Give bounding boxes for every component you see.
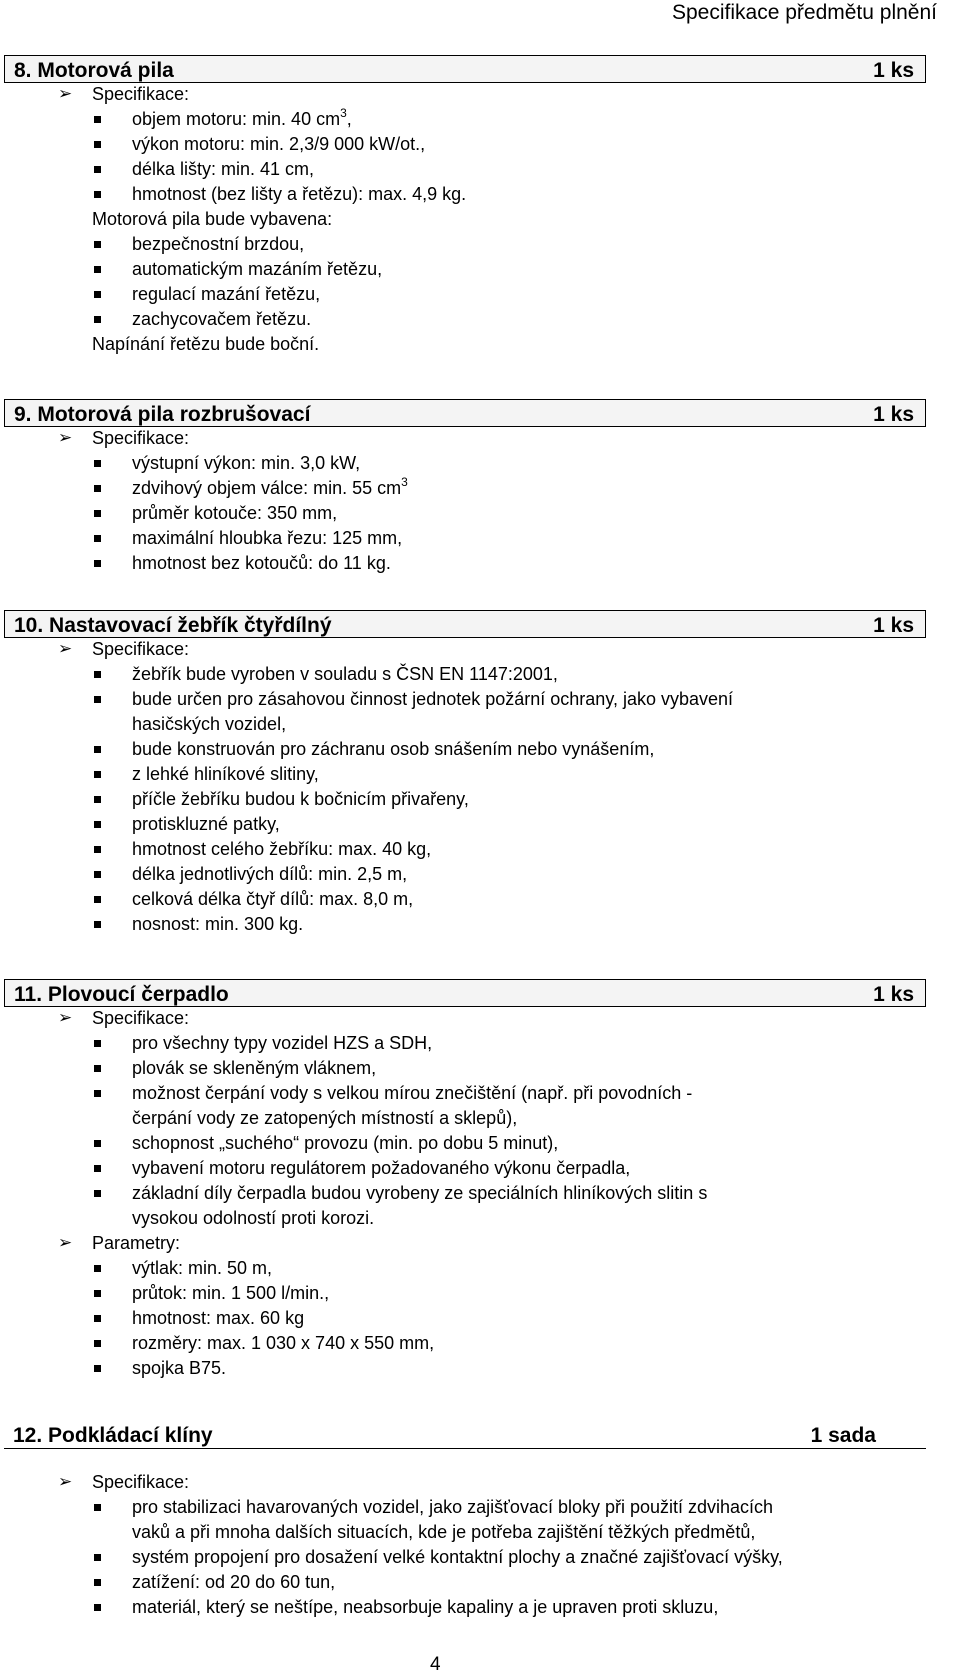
square-bullet-icon — [94, 1315, 101, 1322]
arrow-bullet-icon: ➢ — [58, 639, 73, 658]
params-heading — [4, 1232, 926, 1257]
params-label: Parametry: — [92, 1233, 181, 1253]
list-item — [4, 1307, 926, 1332]
item-text: bezpečnostní brzdou, — [132, 234, 305, 254]
square-bullet-icon — [94, 921, 101, 928]
section-header — [4, 1421, 926, 1449]
note-text: Napínání řetězu bude boční. — [92, 334, 320, 354]
list-item — [4, 1596, 926, 1621]
list-item — [4, 788, 926, 813]
item-text: automatickým mazáním řetězu, — [132, 259, 383, 279]
list-item — [4, 452, 926, 477]
item-text: délka jednotlivých dílů: min. 2,5 m, — [132, 864, 408, 884]
section-quantity: 1 ks — [873, 983, 914, 1006]
square-bullet-icon — [94, 291, 101, 298]
list-item — [4, 738, 926, 763]
item-text: systém propojení pro dosažení velké kontaktní plochy a značné zajišťovací výšky, — [132, 1547, 783, 1567]
page-header-title: Specifikace předmětu plnění — [672, 1, 937, 24]
square-bullet-icon — [94, 1504, 101, 1511]
note-row — [4, 333, 926, 358]
superscript: 3 — [401, 475, 408, 489]
square-bullet-icon — [94, 696, 101, 703]
section-title: 11. Plovoucí čerpadlo — [14, 983, 229, 1006]
list-item — [4, 888, 926, 913]
list-item — [4, 1132, 926, 1157]
list-item — [4, 552, 926, 577]
square-bullet-icon — [94, 871, 101, 878]
arrow-bullet-icon: ➢ — [58, 1233, 73, 1252]
list-item-continuation — [4, 1107, 926, 1132]
list-item — [4, 1182, 926, 1207]
item-text: hmotnost celého žebříku: max. 40 kg, — [132, 839, 432, 859]
item-text: plovák se skleněným vláknem, — [132, 1058, 377, 1078]
list-item-continuation — [4, 1521, 926, 1546]
list-item — [4, 913, 926, 938]
list-item — [4, 1157, 926, 1182]
list-item — [4, 308, 926, 333]
square-bullet-icon — [94, 1290, 101, 1297]
square-bullet-icon — [94, 116, 101, 123]
spec-label: Specifikace: — [92, 1008, 190, 1028]
item-text: hmotnost (bez lišty a řetězu): max. 4,9 kg. — [132, 184, 467, 204]
section-quantity: 1 ks — [873, 614, 914, 637]
section-header — [4, 55, 926, 83]
list-item — [4, 502, 926, 527]
list-item — [4, 663, 926, 688]
item-text: hmotnost bez kotoučů: do 11 kg. — [132, 553, 391, 573]
list-item — [4, 477, 926, 502]
square-bullet-icon — [94, 535, 101, 542]
item-text: vybavení motoru regulátorem požadovaného výkonu čerpadla, — [132, 1158, 631, 1178]
equipment-heading — [4, 208, 926, 233]
arrow-bullet-icon: ➢ — [58, 84, 73, 103]
item-text: průměr kotouče: 350 mm, — [132, 503, 338, 523]
item-text: materiál, který se neštípe, neabsorbuje kapaliny a je upraven proti skluzu, — [132, 1597, 719, 1617]
square-bullet-icon — [94, 1265, 101, 1272]
square-bullet-icon — [94, 1190, 101, 1197]
square-bullet-icon — [94, 846, 101, 853]
item-text: výkon motoru: min. 2,3/9 000 kW/ot., — [132, 134, 426, 154]
section-title: 10. Nastavovací žebřík čtyřdílný — [14, 614, 332, 637]
spec-heading — [4, 427, 926, 452]
spec-heading — [4, 1471, 926, 1496]
square-bullet-icon — [94, 796, 101, 803]
square-bullet-icon — [94, 746, 101, 753]
list-item — [4, 233, 926, 258]
square-bullet-icon — [94, 821, 101, 828]
list-item — [4, 133, 926, 158]
list-item — [4, 763, 926, 788]
item-text: maximální hloubka řezu: 125 mm, — [132, 528, 403, 548]
square-bullet-icon — [94, 1365, 101, 1372]
list-item-continuation — [4, 713, 926, 738]
list-item — [4, 183, 926, 208]
arrow-bullet-icon: ➢ — [58, 1008, 73, 1027]
item-text: zdvihový objem válce: min. 55 $cm^3$ — [132, 475, 408, 498]
square-bullet-icon — [94, 191, 101, 198]
item-text: žebřík bude vyroben v souladu s ČSN EN 1147:2001, — [132, 664, 558, 684]
square-bullet-icon — [94, 1065, 101, 1072]
item-text: příčle žebříku budou k bočnicím přivařeny, — [132, 789, 469, 809]
square-bullet-icon — [94, 485, 101, 492]
section-9 — [4, 399, 926, 577]
square-bullet-icon — [94, 460, 101, 467]
list-item — [4, 1282, 926, 1307]
item-text: schopnost „suchého“ provozu (min. po dobu 5 minut), — [132, 1133, 559, 1153]
list-item — [4, 258, 926, 283]
section-8 — [4, 55, 926, 358]
list-item — [4, 158, 926, 183]
section-11 — [4, 979, 926, 1382]
list-item — [4, 1546, 926, 1571]
square-bullet-icon — [94, 1340, 101, 1347]
item-text: rozměry: max. 1 030 x 740 x 550 mm, — [132, 1333, 435, 1353]
item-text: možnost čerpání vody s velkou mírou znečištění (např. při povodních - — [132, 1083, 693, 1103]
section-header — [4, 610, 926, 638]
item-text: výstupní výkon: min. 3,0 kW, — [132, 453, 361, 473]
square-bullet-icon — [94, 896, 101, 903]
spec-heading — [4, 1007, 926, 1032]
list-item — [4, 1032, 926, 1057]
item-text: průtok: min. 1 500 l/min., — [132, 1283, 330, 1303]
spec-label: Specifikace: — [92, 1472, 190, 1492]
section-title: 9. Motorová pila rozbrušovací — [14, 403, 311, 426]
item-text: protiskluzné patky, — [132, 814, 280, 834]
square-bullet-icon — [94, 1554, 101, 1561]
item-text: objem motoru: min. 40 $cm^3$, — [132, 106, 352, 129]
item-text: z lehké hliníkové slitiny, — [132, 764, 319, 784]
square-bullet-icon — [94, 1140, 101, 1147]
section-quantity: 1 sada — [810, 1424, 876, 1447]
square-bullet-icon — [94, 510, 101, 517]
spec-label: Specifikace: — [92, 84, 190, 104]
list-item — [4, 1057, 926, 1082]
section-header — [4, 399, 926, 427]
section-quantity: 1 ks — [873, 403, 914, 426]
arrow-bullet-icon: ➢ — [58, 1472, 73, 1491]
item-text: základní díly čerpadla budou vyrobeny ze speciálních hliníkových slitin s — [132, 1183, 708, 1203]
item-text: vaků a při mnoha dalších situacích, kde je potřeba zajištění těžkých předmětů, — [132, 1522, 756, 1542]
square-bullet-icon — [94, 266, 101, 273]
list-item — [4, 1496, 926, 1521]
arrow-bullet-icon: ➢ — [58, 428, 73, 447]
item-text: hasičských vozidel, — [132, 714, 287, 734]
list-item — [4, 1332, 926, 1357]
square-bullet-icon — [94, 1604, 101, 1611]
list-item — [4, 1571, 926, 1596]
section-12 — [4, 1421, 926, 1621]
list-item — [4, 838, 926, 863]
spec-label: Specifikace: — [92, 639, 190, 659]
list-item — [4, 1257, 926, 1282]
list-item — [4, 688, 926, 713]
list-item-continuation — [4, 1207, 926, 1232]
section-10 — [4, 610, 926, 938]
spec-label: Specifikace: — [92, 428, 190, 448]
item-text: čerpání vody ze zatopených místností a sklepů), — [132, 1108, 518, 1128]
list-item — [4, 527, 926, 552]
square-bullet-icon — [94, 1579, 101, 1586]
section-quantity: 1 ks — [873, 59, 914, 82]
superscript: 3 — [340, 106, 347, 120]
square-bullet-icon — [94, 141, 101, 148]
square-bullet-icon — [94, 560, 101, 567]
spec-heading — [4, 83, 926, 108]
item-text: pro všechny typy vozidel HZS a SDH, — [132, 1033, 433, 1053]
spec-heading — [4, 638, 926, 663]
item-text: délka lišty: min. 41 cm, — [132, 159, 315, 179]
item-text: spojka B75. — [132, 1358, 227, 1378]
item-text: celková délka čtyř dílů: max. 8,0 m, — [132, 889, 414, 909]
list-item — [4, 1082, 926, 1107]
square-bullet-icon — [94, 1090, 101, 1097]
item-text: pro stabilizaci havarovaných vozidel, jako zajišťovací bloky při použití zdvihacích — [132, 1497, 774, 1517]
item-text: výtlak: min. 50 m, — [132, 1258, 273, 1278]
square-bullet-icon — [94, 1040, 101, 1047]
item-text: bude určen pro zásahovou činnost jednotek požární ochrany, jako vybavení — [132, 689, 734, 709]
square-bullet-icon — [94, 316, 101, 323]
list-item — [4, 813, 926, 838]
item-text: zachycovačem řetězu. — [132, 309, 312, 329]
square-bullet-icon — [94, 166, 101, 173]
item-text: nosnost: min. 300 kg. — [132, 914, 304, 934]
section-title: 8. Motorová pila — [14, 59, 174, 82]
item-text: regulací mazání řetězu, — [132, 284, 321, 304]
item-text: bude konstruován pro záchranu osob snášením nebo vynášením, — [132, 739, 655, 759]
section-header — [4, 979, 926, 1007]
list-item — [4, 108, 926, 133]
list-item — [4, 283, 926, 308]
list-item — [4, 863, 926, 888]
section-title: 12. Podkládací klíny — [13, 1424, 213, 1447]
item-text: hmotnost: max. 60 kg — [132, 1308, 305, 1328]
square-bullet-icon — [94, 771, 101, 778]
item-text: vysokou odolností proti korozi. — [132, 1208, 375, 1228]
page-number: 4 — [430, 1654, 441, 1675]
square-bullet-icon — [94, 671, 101, 678]
square-bullet-icon — [94, 241, 101, 248]
list-item — [4, 1357, 926, 1382]
square-bullet-icon — [94, 1165, 101, 1172]
equip-label: Motorová pila bude vybavena: — [92, 209, 333, 229]
item-text: zatížení: od 20 do 60 tun, — [132, 1572, 336, 1592]
